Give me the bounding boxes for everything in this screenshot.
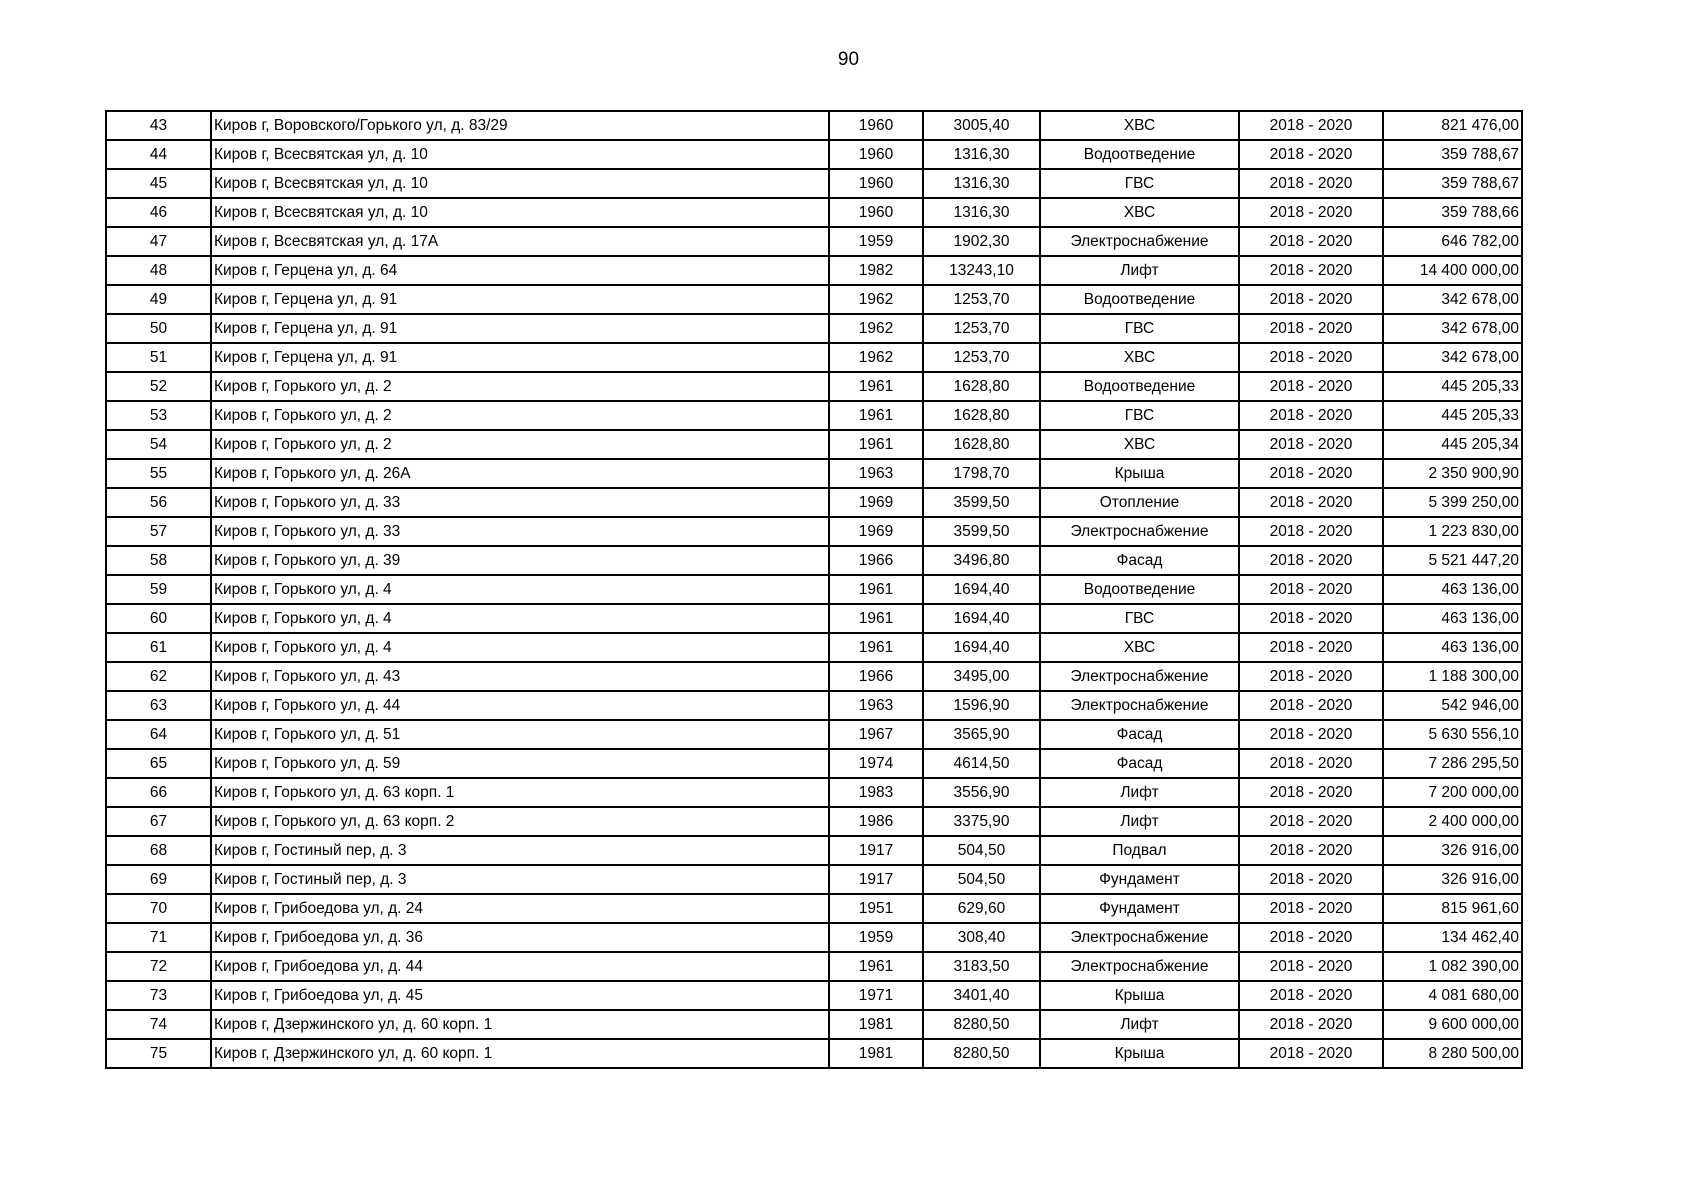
cost-cell: 5 399 250,00 <box>1383 488 1522 517</box>
period-cell: 2018 - 2020 <box>1239 778 1383 807</box>
cost-cell: 821 476,00 <box>1383 111 1522 140</box>
year-built-cell: 1961 <box>829 430 923 459</box>
period-cell: 2018 - 2020 <box>1239 604 1383 633</box>
period-cell: 2018 - 2020 <box>1239 865 1383 894</box>
area-cell: 1253,70 <box>923 314 1040 343</box>
year-built-cell: 1962 <box>829 285 923 314</box>
table-row <box>106 923 1522 952</box>
work-type-cell: ГВС <box>1040 169 1239 198</box>
address-cell: Киров г, Грибоедова ул, д. 44 <box>211 952 829 981</box>
work-type-cell: Фундамент <box>1040 894 1239 923</box>
cost-cell: 8 280 500,00 <box>1383 1039 1522 1068</box>
table-row <box>106 691 1522 720</box>
table-row <box>106 546 1522 575</box>
period-cell: 2018 - 2020 <box>1239 343 1383 372</box>
work-type-cell: Электроснабжение <box>1040 517 1239 546</box>
address-cell: Киров г, Дзержинского ул, д. 60 корп. 1 <box>211 1039 829 1068</box>
table-row <box>106 314 1522 343</box>
row-number-cell: 61 <box>106 633 211 662</box>
period-cell: 2018 - 2020 <box>1239 111 1383 140</box>
row-number-cell: 58 <box>106 546 211 575</box>
cost-cell: 14 400 000,00 <box>1383 256 1522 285</box>
cost-cell: 134 462,40 <box>1383 923 1522 952</box>
year-built-cell: 1961 <box>829 604 923 633</box>
year-built-cell: 1917 <box>829 865 923 894</box>
area-cell: 1253,70 <box>923 285 1040 314</box>
cost-cell: 326 916,00 <box>1383 865 1522 894</box>
period-cell: 2018 - 2020 <box>1239 256 1383 285</box>
row-number-cell: 72 <box>106 952 211 981</box>
address-cell: Киров г, Горького ул, д. 51 <box>211 720 829 749</box>
period-cell: 2018 - 2020 <box>1239 1010 1383 1039</box>
cost-cell: 1 082 390,00 <box>1383 952 1522 981</box>
area-cell: 3496,80 <box>923 546 1040 575</box>
cost-cell: 5 630 556,10 <box>1383 720 1522 749</box>
year-built-cell: 1983 <box>829 778 923 807</box>
period-cell: 2018 - 2020 <box>1239 459 1383 488</box>
table-row <box>106 1010 1522 1039</box>
area-cell: 13243,10 <box>923 256 1040 285</box>
period-cell: 2018 - 2020 <box>1239 285 1383 314</box>
work-type-cell: Электроснабжение <box>1040 923 1239 952</box>
repair-register-table <box>105 110 1523 1069</box>
work-type-cell: ХВС <box>1040 633 1239 662</box>
year-built-cell: 1971 <box>829 981 923 1010</box>
row-number-cell: 62 <box>106 662 211 691</box>
year-built-cell: 1981 <box>829 1010 923 1039</box>
cost-cell: 359 788,67 <box>1383 140 1522 169</box>
row-number-cell: 69 <box>106 865 211 894</box>
row-number-cell: 70 <box>106 894 211 923</box>
address-cell: Киров г, Горького ул, д. 2 <box>211 372 829 401</box>
area-cell: 1253,70 <box>923 343 1040 372</box>
area-cell: 1798,70 <box>923 459 1040 488</box>
period-cell: 2018 - 2020 <box>1239 633 1383 662</box>
work-type-cell: ГВС <box>1040 401 1239 430</box>
work-type-cell: ХВС <box>1040 198 1239 227</box>
work-type-cell: ХВС <box>1040 343 1239 372</box>
work-type-cell: Водоотведение <box>1040 140 1239 169</box>
address-cell: Киров г, Горького ул, д. 44 <box>211 691 829 720</box>
address-cell: Киров г, Горького ул, д. 2 <box>211 430 829 459</box>
table-row <box>106 343 1522 372</box>
cost-cell: 1 223 830,00 <box>1383 517 1522 546</box>
table-row <box>106 227 1522 256</box>
area-cell: 1316,30 <box>923 140 1040 169</box>
table-row <box>106 430 1522 459</box>
area-cell: 1628,80 <box>923 372 1040 401</box>
address-cell: Киров г, Горького ул, д. 4 <box>211 633 829 662</box>
work-type-cell: Водоотведение <box>1040 575 1239 604</box>
address-cell: Киров г, Гостиный пер, д. 3 <box>211 865 829 894</box>
row-number-cell: 67 <box>106 807 211 836</box>
area-cell: 1316,30 <box>923 198 1040 227</box>
table-row <box>106 285 1522 314</box>
row-number-cell: 44 <box>106 140 211 169</box>
work-type-cell: ГВС <box>1040 314 1239 343</box>
table-row <box>106 604 1522 633</box>
row-number-cell: 68 <box>106 836 211 865</box>
period-cell: 2018 - 2020 <box>1239 807 1383 836</box>
cost-cell: 463 136,00 <box>1383 633 1522 662</box>
work-type-cell: Электроснабжение <box>1040 227 1239 256</box>
period-cell: 2018 - 2020 <box>1239 691 1383 720</box>
year-built-cell: 1966 <box>829 662 923 691</box>
address-cell: Киров г, Грибоедова ул, д. 24 <box>211 894 829 923</box>
row-number-cell: 75 <box>106 1039 211 1068</box>
address-cell: Киров г, Всесвятская ул, д. 17А <box>211 227 829 256</box>
row-number-cell: 45 <box>106 169 211 198</box>
address-cell: Киров г, Всесвятская ул, д. 10 <box>211 198 829 227</box>
year-built-cell: 1982 <box>829 256 923 285</box>
address-cell: Киров г, Воровского/Горького ул, д. 83/29 <box>211 111 829 140</box>
work-type-cell: ХВС <box>1040 111 1239 140</box>
address-cell: Киров г, Грибоедова ул, д. 45 <box>211 981 829 1010</box>
year-built-cell: 1960 <box>829 140 923 169</box>
cost-cell: 7 286 295,50 <box>1383 749 1522 778</box>
year-built-cell: 1961 <box>829 952 923 981</box>
address-cell: Киров г, Горького ул, д. 43 <box>211 662 829 691</box>
area-cell: 3183,50 <box>923 952 1040 981</box>
table-row <box>106 401 1522 430</box>
area-cell: 629,60 <box>923 894 1040 923</box>
cost-cell: 445 205,33 <box>1383 401 1522 430</box>
period-cell: 2018 - 2020 <box>1239 662 1383 691</box>
year-built-cell: 1960 <box>829 169 923 198</box>
work-type-cell: Лифт <box>1040 778 1239 807</box>
table-row <box>106 140 1522 169</box>
area-cell: 1316,30 <box>923 169 1040 198</box>
table-row <box>106 1039 1522 1068</box>
year-built-cell: 1981 <box>829 1039 923 1068</box>
cost-cell: 646 782,00 <box>1383 227 1522 256</box>
cost-cell: 445 205,33 <box>1383 372 1522 401</box>
row-number-cell: 64 <box>106 720 211 749</box>
area-cell: 3556,90 <box>923 778 1040 807</box>
area-cell: 3495,00 <box>923 662 1040 691</box>
area-cell: 1596,90 <box>923 691 1040 720</box>
work-type-cell: Электроснабжение <box>1040 691 1239 720</box>
cost-cell: 463 136,00 <box>1383 604 1522 633</box>
area-cell: 308,40 <box>923 923 1040 952</box>
period-cell: 2018 - 2020 <box>1239 372 1383 401</box>
period-cell: 2018 - 2020 <box>1239 981 1383 1010</box>
table-row <box>106 836 1522 865</box>
area-cell: 1628,80 <box>923 430 1040 459</box>
work-type-cell: ХВС <box>1040 430 1239 459</box>
row-number-cell: 46 <box>106 198 211 227</box>
year-built-cell: 1969 <box>829 517 923 546</box>
address-cell: Киров г, Горького ул, д. 39 <box>211 546 829 575</box>
address-cell: Киров г, Всесвятская ул, д. 10 <box>211 169 829 198</box>
row-number-cell: 74 <box>106 1010 211 1039</box>
year-built-cell: 1917 <box>829 836 923 865</box>
table-row <box>106 662 1522 691</box>
year-built-cell: 1974 <box>829 749 923 778</box>
year-built-cell: 1986 <box>829 807 923 836</box>
period-cell: 2018 - 2020 <box>1239 140 1383 169</box>
period-cell: 2018 - 2020 <box>1239 1039 1383 1068</box>
work-type-cell: Подвал <box>1040 836 1239 865</box>
year-built-cell: 1961 <box>829 372 923 401</box>
year-built-cell: 1961 <box>829 575 923 604</box>
cost-cell: 542 946,00 <box>1383 691 1522 720</box>
area-cell: 3375,90 <box>923 807 1040 836</box>
table-row <box>106 198 1522 227</box>
period-cell: 2018 - 2020 <box>1239 517 1383 546</box>
row-number-cell: 73 <box>106 981 211 1010</box>
area-cell: 3599,50 <box>923 488 1040 517</box>
area-cell: 1902,30 <box>923 227 1040 256</box>
table-row <box>106 720 1522 749</box>
address-cell: Киров г, Герцена ул, д. 91 <box>211 343 829 372</box>
table-row <box>106 952 1522 981</box>
row-number-cell: 48 <box>106 256 211 285</box>
table-row <box>106 575 1522 604</box>
area-cell: 1694,40 <box>923 604 1040 633</box>
cost-cell: 815 961,60 <box>1383 894 1522 923</box>
cost-cell: 342 678,00 <box>1383 343 1522 372</box>
year-built-cell: 1951 <box>829 894 923 923</box>
address-cell: Киров г, Горького ул, д. 26А <box>211 459 829 488</box>
table-row <box>106 488 1522 517</box>
table-body <box>106 111 1522 1068</box>
address-cell: Киров г, Герцена ул, д. 91 <box>211 314 829 343</box>
year-built-cell: 1969 <box>829 488 923 517</box>
address-cell: Киров г, Горького ул, д. 2 <box>211 401 829 430</box>
area-cell: 4614,50 <box>923 749 1040 778</box>
period-cell: 2018 - 2020 <box>1239 169 1383 198</box>
table-row <box>106 517 1522 546</box>
table-row <box>106 981 1522 1010</box>
area-cell: 504,50 <box>923 836 1040 865</box>
year-built-cell: 1963 <box>829 459 923 488</box>
address-cell: Киров г, Горького ул, д. 4 <box>211 604 829 633</box>
area-cell: 1628,80 <box>923 401 1040 430</box>
work-type-cell: Водоотведение <box>1040 372 1239 401</box>
address-cell: Киров г, Горького ул, д. 4 <box>211 575 829 604</box>
year-built-cell: 1962 <box>829 314 923 343</box>
table-row <box>106 256 1522 285</box>
period-cell: 2018 - 2020 <box>1239 952 1383 981</box>
table-row <box>106 894 1522 923</box>
cost-cell: 7 200 000,00 <box>1383 778 1522 807</box>
period-cell: 2018 - 2020 <box>1239 836 1383 865</box>
period-cell: 2018 - 2020 <box>1239 401 1383 430</box>
table-row <box>106 865 1522 894</box>
row-number-cell: 53 <box>106 401 211 430</box>
year-built-cell: 1960 <box>829 198 923 227</box>
work-type-cell: Крыша <box>1040 459 1239 488</box>
row-number-cell: 51 <box>106 343 211 372</box>
table-row <box>106 169 1522 198</box>
cost-cell: 9 600 000,00 <box>1383 1010 1522 1039</box>
row-number-cell: 54 <box>106 430 211 459</box>
work-type-cell: Отопление <box>1040 488 1239 517</box>
period-cell: 2018 - 2020 <box>1239 198 1383 227</box>
area-cell: 1694,40 <box>923 633 1040 662</box>
area-cell: 3599,50 <box>923 517 1040 546</box>
year-built-cell: 1959 <box>829 227 923 256</box>
address-cell: Киров г, Всесвятская ул, д. 10 <box>211 140 829 169</box>
row-number-cell: 56 <box>106 488 211 517</box>
address-cell: Киров г, Грибоедова ул, д. 36 <box>211 923 829 952</box>
address-cell: Киров г, Горького ул, д. 63 корп. 2 <box>211 807 829 836</box>
year-built-cell: 1961 <box>829 401 923 430</box>
page-number: 90 <box>837 49 860 70</box>
area-cell: 3401,40 <box>923 981 1040 1010</box>
period-cell: 2018 - 2020 <box>1239 923 1383 952</box>
cost-cell: 445 205,34 <box>1383 430 1522 459</box>
period-cell: 2018 - 2020 <box>1239 894 1383 923</box>
table-row <box>106 372 1522 401</box>
work-type-cell: Фасад <box>1040 546 1239 575</box>
work-type-cell: Лифт <box>1040 1010 1239 1039</box>
table-row <box>106 778 1522 807</box>
table-row <box>106 749 1522 778</box>
area-cell: 1694,40 <box>923 575 1040 604</box>
table-row <box>106 807 1522 836</box>
period-cell: 2018 - 2020 <box>1239 720 1383 749</box>
row-number-cell: 63 <box>106 691 211 720</box>
row-number-cell: 43 <box>106 111 211 140</box>
address-cell: Киров г, Гостиный пер, д. 3 <box>211 836 829 865</box>
address-cell: Киров г, Герцена ул, д. 91 <box>211 285 829 314</box>
cost-cell: 359 788,66 <box>1383 198 1522 227</box>
period-cell: 2018 - 2020 <box>1239 749 1383 778</box>
table-row <box>106 633 1522 662</box>
cost-cell: 342 678,00 <box>1383 285 1522 314</box>
cost-cell: 1 188 300,00 <box>1383 662 1522 691</box>
period-cell: 2018 - 2020 <box>1239 575 1383 604</box>
row-number-cell: 65 <box>106 749 211 778</box>
address-cell: Киров г, Дзержинского ул, д. 60 корп. 1 <box>211 1010 829 1039</box>
work-type-cell: Лифт <box>1040 256 1239 285</box>
row-number-cell: 57 <box>106 517 211 546</box>
area-cell: 3005,40 <box>923 111 1040 140</box>
cost-cell: 342 678,00 <box>1383 314 1522 343</box>
cost-cell: 2 400 000,00 <box>1383 807 1522 836</box>
year-built-cell: 1967 <box>829 720 923 749</box>
work-type-cell: Лифт <box>1040 807 1239 836</box>
address-cell: Киров г, Герцена ул, д. 64 <box>211 256 829 285</box>
year-built-cell: 1966 <box>829 546 923 575</box>
address-cell: Киров г, Горького ул, д. 59 <box>211 749 829 778</box>
work-type-cell: Крыша <box>1040 1039 1239 1068</box>
year-built-cell: 1962 <box>829 343 923 372</box>
year-built-cell: 1961 <box>829 633 923 662</box>
area-cell: 3565,90 <box>923 720 1040 749</box>
year-built-cell: 1960 <box>829 111 923 140</box>
address-cell: Киров г, Горького ул, д. 63 корп. 1 <box>211 778 829 807</box>
area-cell: 504,50 <box>923 865 1040 894</box>
row-number-cell: 66 <box>106 778 211 807</box>
year-built-cell: 1959 <box>829 923 923 952</box>
cost-cell: 359 788,67 <box>1383 169 1522 198</box>
cost-cell: 2 350 900,90 <box>1383 459 1522 488</box>
work-type-cell: Фасад <box>1040 749 1239 778</box>
area-cell: 8280,50 <box>923 1039 1040 1068</box>
row-number-cell: 47 <box>106 227 211 256</box>
address-cell: Киров г, Горького ул, д. 33 <box>211 517 829 546</box>
period-cell: 2018 - 2020 <box>1239 430 1383 459</box>
table-row <box>106 111 1522 140</box>
row-number-cell: 50 <box>106 314 211 343</box>
work-type-cell: ГВС <box>1040 604 1239 633</box>
row-number-cell: 60 <box>106 604 211 633</box>
area-cell: 8280,50 <box>923 1010 1040 1039</box>
cost-cell: 4 081 680,00 <box>1383 981 1522 1010</box>
row-number-cell: 55 <box>106 459 211 488</box>
year-built-cell: 1963 <box>829 691 923 720</box>
row-number-cell: 59 <box>106 575 211 604</box>
period-cell: 2018 - 2020 <box>1239 546 1383 575</box>
row-number-cell: 49 <box>106 285 211 314</box>
work-type-cell: Водоотведение <box>1040 285 1239 314</box>
work-type-cell: Электроснабжение <box>1040 662 1239 691</box>
work-type-cell: Фундамент <box>1040 865 1239 894</box>
work-type-cell: Электроснабжение <box>1040 952 1239 981</box>
period-cell: 2018 - 2020 <box>1239 314 1383 343</box>
period-cell: 2018 - 2020 <box>1239 488 1383 517</box>
work-type-cell: Фасад <box>1040 720 1239 749</box>
row-number-cell: 71 <box>106 923 211 952</box>
work-type-cell: Крыша <box>1040 981 1239 1010</box>
address-cell: Киров г, Горького ул, д. 33 <box>211 488 829 517</box>
cost-cell: 463 136,00 <box>1383 575 1522 604</box>
cost-cell: 5 521 447,20 <box>1383 546 1522 575</box>
row-number-cell: 52 <box>106 372 211 401</box>
table-row <box>106 459 1522 488</box>
cost-cell: 326 916,00 <box>1383 836 1522 865</box>
period-cell: 2018 - 2020 <box>1239 227 1383 256</box>
